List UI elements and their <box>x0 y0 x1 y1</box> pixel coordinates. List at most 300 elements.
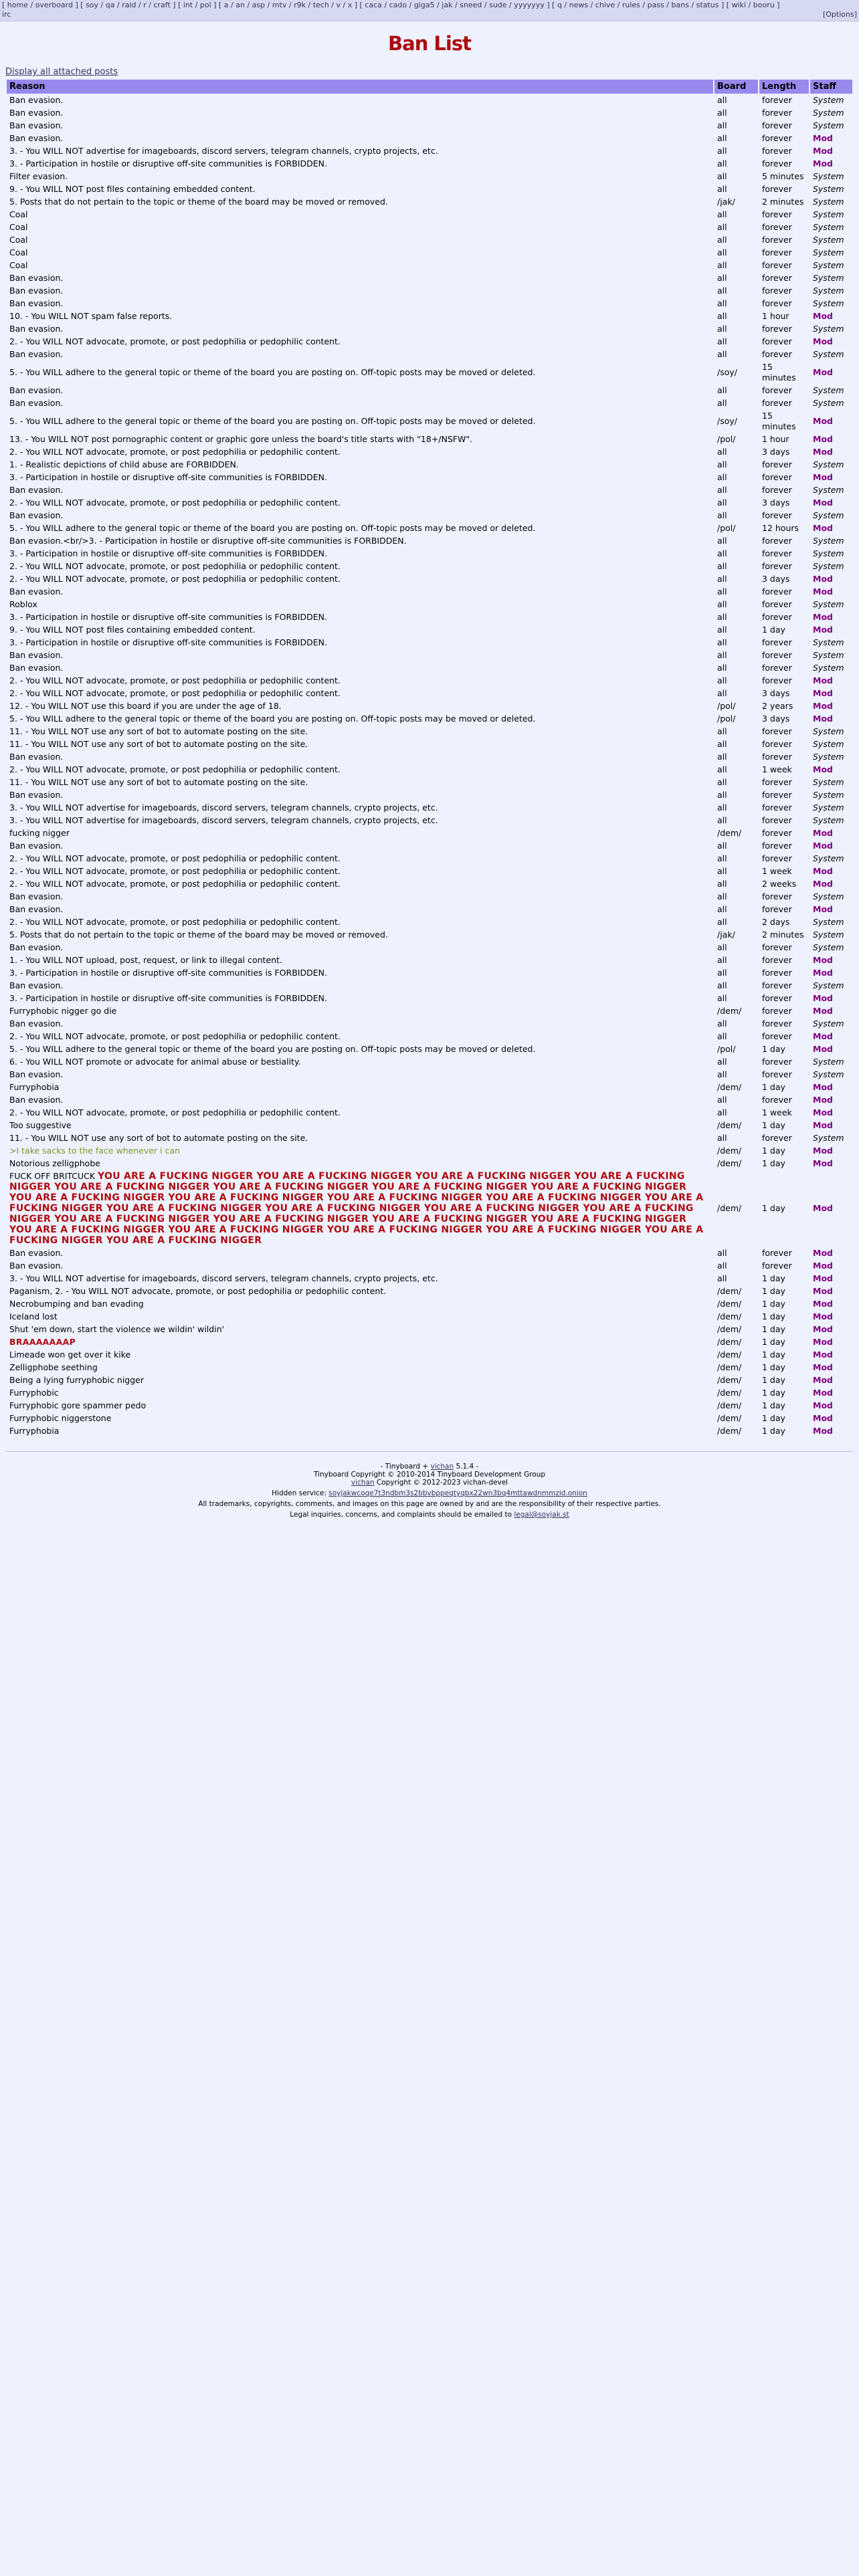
ban-reason: 3. - You WILL NOT advertise for imageboards, discord servers, telegram channels, crypto projects, etc. <box>9 146 438 156</box>
ban-board: all <box>717 866 727 876</box>
ban-board: all <box>717 222 727 232</box>
ban-board: all <box>717 510 727 520</box>
ban-length: 1 hour <box>762 434 789 444</box>
ban-length: forever <box>762 1069 792 1079</box>
nav-link-yyyyyyy[interactable]: yyyyyyy <box>514 1 545 9</box>
ban-length: forever <box>762 133 792 143</box>
ban-staff: System <box>813 548 844 558</box>
ban-board: all <box>717 1031 727 1041</box>
nav-link-r9k[interactable]: r9k <box>294 1 306 9</box>
nav-link-soy[interactable]: soy <box>86 1 99 9</box>
ban-board: all <box>717 472 727 482</box>
ban-reason: 3. - Participation in hostile or disruptive off-site communities is FORBIDDEN. <box>9 158 327 169</box>
ban-reason: 10. - You WILL NOT spam false reports. <box>9 311 173 321</box>
nav-link-home[interactable]: home <box>7 1 28 9</box>
ban-length: forever <box>762 209 792 219</box>
nav-link-cado[interactable]: cado <box>389 1 407 9</box>
ban-staff: System <box>813 891 844 901</box>
ban-row <box>7 1081 852 1093</box>
ban-staff: System <box>813 726 844 736</box>
ban-row <box>7 1056 852 1068</box>
ban-staff: Mod <box>813 1362 833 1372</box>
ban-row <box>7 1273 852 1285</box>
nav-link-asp[interactable]: asp <box>252 1 266 9</box>
ban-reason: Furryphobia <box>9 1426 60 1436</box>
ban-row <box>7 1094 852 1106</box>
ban-board: all <box>717 1095 727 1105</box>
ban-staff: System <box>813 637 844 647</box>
ban-staff: Mod <box>813 367 833 377</box>
legal-email-link[interactable]: legal@soyjak.st <box>514 1511 569 1519</box>
footer <box>0 1451 859 1519</box>
vichan-link[interactable]: vichan <box>430 1463 454 1471</box>
ban-reason: Furryphobic <box>9 1388 59 1398</box>
ban-row <box>7 624 852 636</box>
ban-length: forever <box>762 1133 792 1143</box>
ban-reason: Ban evasion. <box>9 891 64 901</box>
ban-staff: Mod <box>813 1413 833 1423</box>
ban-row <box>7 878 852 890</box>
ban-reason: Roblox <box>9 599 37 609</box>
ban-staff: Mod <box>813 1158 833 1168</box>
ban-length: forever <box>762 599 792 609</box>
ban-length: forever <box>762 247 792 257</box>
display-attached-posts[interactable] <box>5 67 859 77</box>
ban-board: all <box>717 1273 727 1283</box>
ban-staff: System <box>813 273 844 283</box>
ban-reason: 11. - You WILL NOT use any sort of bot to automate posting on the site. <box>9 739 308 749</box>
ban-staff: System <box>813 917 844 927</box>
options-link[interactable]: [Options] <box>822 10 857 19</box>
onion-link[interactable]: soyjakwcoqe7t3ndbm3s2bbvbppeqtyqbx22wn3bq4mttawdnmmzid.onion <box>328 1489 587 1497</box>
ban-row <box>7 675 852 687</box>
ban-staff: System <box>813 171 844 181</box>
nav-link-qa[interactable]: qa <box>105 1 115 9</box>
ban-board: all <box>717 752 727 762</box>
ban-staff: Mod <box>813 1006 833 1016</box>
ban-row <box>7 929 852 941</box>
ban-reason: 5. Posts that do not pertain to the topic or theme of the board may be moved or removed. <box>9 930 388 940</box>
ban-board: /dem/ <box>717 1311 742 1321</box>
ban-reason: Limeade won get over it kike <box>9 1350 131 1360</box>
ban-length: forever <box>762 802 792 813</box>
ban-reason: Ban evasion. <box>9 1248 64 1258</box>
ban-length: forever <box>762 955 792 965</box>
nav-link-rules[interactable]: rules <box>622 1 640 9</box>
ban-row <box>7 510 852 522</box>
ban-reason: 3. - Participation in hostile or disruptive off-site communities is FORBIDDEN. <box>9 472 327 482</box>
ban-row <box>7 221 852 233</box>
header-reason[interactable]: Reason <box>7 80 713 94</box>
nav-link-r[interactable]: r <box>143 1 147 9</box>
ban-staff: System <box>813 108 844 118</box>
ban-row <box>7 107 852 119</box>
ban-row <box>7 522 852 534</box>
reason-plain-part: FUCK OFF BRITCUCK <box>9 1171 98 1181</box>
ban-reason: 2. - You WILL NOT advocate, promote, or post pedophilia or pedophilic content. <box>9 879 341 889</box>
ban-reason: Ban evasion. <box>9 1018 64 1029</box>
ban-staff: Mod <box>813 498 833 508</box>
ban-staff: Mod <box>813 1248 833 1258</box>
ban-reason: 2. - You WILL NOT advocate, promote, or post pedophilia or pedophilic content. <box>9 447 341 457</box>
nav-link-booru[interactable]: booru <box>753 1 775 9</box>
ban-reason: 2. - You WILL NOT advocate, promote, or post pedophilia or pedophilic content. <box>9 574 341 584</box>
ban-staff: System <box>813 95 844 105</box>
ban-board: all <box>717 459 727 469</box>
ban-staff: System <box>813 739 844 749</box>
ban-length: forever <box>762 752 792 762</box>
ban-length: 2 minutes <box>762 197 804 207</box>
ban-row <box>7 611 852 623</box>
ban-staff: Mod <box>813 1044 833 1054</box>
ban-row <box>7 726 852 738</box>
ban-reason <box>7 1145 713 1157</box>
ban-reason: 13. - You WILL NOT post pornographic content or graphic gore unless the board's title starts with "18+/NSFW". <box>9 434 473 444</box>
ban-row <box>7 738 852 750</box>
ban-board: all <box>717 993 727 1003</box>
ban-reason: Ban evasion.<br/>3. - Participation in hostile or disruptive off-site communities is FORBIDDEN. <box>9 536 407 546</box>
ban-length: forever <box>762 1006 792 1016</box>
ban-staff: Mod <box>813 828 833 838</box>
ban-reason: Ban evasion. <box>9 1261 64 1271</box>
ban-row <box>7 1349 852 1361</box>
ban-reason: Ban evasion. <box>9 650 64 660</box>
ban-board: all <box>717 349 727 359</box>
ban-board: all <box>717 1248 727 1258</box>
ban-reason: Furryphobic gore spammer pedo <box>9 1400 147 1410</box>
ban-staff: System <box>813 510 844 520</box>
ban-staff: System <box>813 790 844 800</box>
ban-staff: Mod <box>813 1350 833 1360</box>
ban-staff: Mod <box>813 866 833 876</box>
ban-rows <box>7 94 852 1437</box>
ban-board: /soy/ <box>717 367 737 377</box>
ban-length: forever <box>762 650 792 660</box>
ban-staff: Mod <box>813 1082 833 1092</box>
ban-board: all <box>717 663 727 673</box>
ban-length: 1 day <box>762 1299 785 1309</box>
ban-reason: Coal <box>9 247 28 257</box>
ban-staff: Mod <box>813 336 833 346</box>
ban-board: all <box>717 637 727 647</box>
ban-length: 1 day <box>762 625 785 635</box>
ban-row <box>7 259 852 272</box>
ban-staff: Mod <box>813 955 833 965</box>
ban-length: 3 days <box>762 447 790 457</box>
ban-length: forever <box>762 777 792 787</box>
ban-reason: 3. - Participation in hostile or disruptive off-site communities is FORBIDDEN. <box>9 637 327 647</box>
nav-link-int[interactable]: int <box>183 1 193 9</box>
ban-row <box>7 802 852 814</box>
ban-length: 1 day <box>762 1375 785 1385</box>
ban-board: all <box>717 498 727 508</box>
ban-board: all <box>717 586 727 597</box>
ban-length: 1 day <box>762 1082 785 1092</box>
ban-reason: 3. - You WILL NOT advertise for imageboards, discord servers, telegram channels, crypto projects, etc. <box>9 1273 438 1283</box>
irc-link[interactable]: irc <box>2 10 11 19</box>
ban-length: forever <box>762 459 792 469</box>
ban-length: 1 day <box>762 1203 785 1213</box>
nav-link-news[interactable]: news <box>569 1 589 9</box>
ban-row <box>7 560 852 572</box>
nav-link-an[interactable]: an <box>235 1 245 9</box>
ban-length: forever <box>762 790 792 800</box>
ban-staff: Mod <box>813 688 833 698</box>
nav-link-sude[interactable]: sude <box>489 1 507 9</box>
ban-row <box>7 535 852 547</box>
ban-length: 1 day <box>762 1120 785 1130</box>
ban-reason: 5. - You WILL adhere to the general topic or theme of the board you are posting on. Off-topic posts may be moved or deleted. <box>9 1044 536 1054</box>
ban-staff: Mod <box>813 993 833 1003</box>
ban-row <box>7 348 852 360</box>
ban-row <box>7 484 852 496</box>
ban-row <box>7 1170 852 1247</box>
nav-link-mtv[interactable]: mtv <box>272 1 287 9</box>
ban-reason: Ban evasion. <box>9 95 64 105</box>
ban-length: forever <box>762 1248 792 1258</box>
nav-link-q[interactable]: q <box>557 1 562 9</box>
ban-length: forever <box>762 815 792 825</box>
nav-link-status[interactable]: status <box>696 1 719 9</box>
ban-length: forever <box>762 385 792 395</box>
ban-reason: 3. - Participation in hostile or disruptive off-site communities is FORBIDDEN. <box>9 612 327 622</box>
ban-board: /jak/ <box>717 197 735 207</box>
ban-staff: Mod <box>813 1375 833 1385</box>
ban-staff: System <box>813 209 844 219</box>
ban-row <box>7 158 852 170</box>
ban-staff: System <box>813 980 844 990</box>
ban-board: /dem/ <box>717 1426 742 1436</box>
ban-row <box>7 942 852 954</box>
ban-staff: Mod <box>813 586 833 597</box>
nav-link-pass[interactable]: pass <box>647 1 664 9</box>
ban-reason: Ban evasion. <box>9 752 64 762</box>
ban-length: forever <box>762 536 792 546</box>
ban-reason: Paganism, 2. - You WILL NOT advocate, promote, or post pedophilia or pedophilic content. <box>9 1286 387 1296</box>
ban-reason: 3. - Participation in hostile or disruptive off-site communities is FORBIDDEN. <box>9 548 327 558</box>
page-title: Ban List <box>388 32 471 55</box>
ban-board: all <box>717 574 727 584</box>
ban-row <box>7 1285 852 1297</box>
nav-group: [ a / an / asp / mtv / r9k / tech / v / x ] <box>218 1 358 9</box>
ban-reason: Filter evasion. <box>9 171 68 181</box>
ban-row <box>7 599 852 611</box>
ban-board: /dem/ <box>717 1120 742 1130</box>
ban-board: all <box>717 548 727 558</box>
ban-staff: System <box>813 324 844 334</box>
ban-row <box>7 234 852 246</box>
header-board[interactable]: Board <box>714 80 758 94</box>
nav-group: [ wiki / booru ] <box>726 1 780 9</box>
ban-board: all <box>717 891 727 901</box>
nav-link-raid[interactable]: raid <box>122 1 136 9</box>
ban-reason: Shut 'em down, start the violence we wildin' wildin' <box>9 1324 225 1334</box>
ban-row <box>7 1018 852 1030</box>
ban-length: forever <box>762 891 792 901</box>
ban-reason: Ban evasion. <box>9 385 64 395</box>
ban-board: all <box>717 777 727 787</box>
ban-length: 2 minutes <box>762 930 804 940</box>
ban-staff: Mod <box>813 701 833 711</box>
ban-staff: System <box>813 561 844 571</box>
ban-length: forever <box>762 120 792 130</box>
top-navigation <box>0 0 859 21</box>
ban-reason: Ban evasion. <box>9 485 64 495</box>
ban-length: 3 days <box>762 574 790 584</box>
ban-row <box>7 776 852 788</box>
ban-reason: Furryphobic nigger go die <box>9 1006 117 1016</box>
nav-link-pol[interactable]: pol <box>199 1 211 9</box>
ban-staff: Mod <box>813 1273 833 1283</box>
ban-board: all <box>717 95 727 105</box>
ban-board: all <box>717 879 727 889</box>
nav-group: [ home / overboard ] <box>2 1 78 9</box>
ban-staff: System <box>813 599 844 609</box>
ban-board: /dem/ <box>717 1299 742 1309</box>
ban-board: all <box>717 1261 727 1271</box>
ban-board: all <box>717 802 727 813</box>
ban-row <box>7 891 852 903</box>
ban-board: all <box>717 1057 727 1067</box>
ban-board: all <box>717 1133 727 1143</box>
ban-staff: Mod <box>813 1299 833 1309</box>
ban-reason: Ban evasion. <box>9 398 64 408</box>
nav-link-overboard[interactable]: overboard <box>35 1 73 9</box>
ban-staff: System <box>813 853 844 863</box>
display-attached-posts-link[interactable]: Display all attached posts <box>5 67 118 77</box>
header-staff[interactable]: Staff <box>810 80 852 94</box>
nav-link-craft[interactable]: craft <box>153 1 171 9</box>
ban-reason: Coal <box>9 260 28 270</box>
ban-reason: 9. - You WILL NOT post files containing embedded content. <box>9 184 256 194</box>
nav-link-jak[interactable]: jak <box>442 1 453 9</box>
ban-board: all <box>717 536 727 546</box>
ban-staff: System <box>813 260 844 270</box>
ban-length: 1 day <box>762 1413 785 1423</box>
ban-row <box>7 1031 852 1043</box>
ban-row <box>7 1247 852 1259</box>
ban-row <box>7 815 852 827</box>
ban-board: all <box>717 1107 727 1117</box>
ban-board: all <box>717 158 727 169</box>
ban-row <box>7 586 852 598</box>
vichan-copyright-link[interactable]: vichan <box>351 1479 375 1487</box>
ban-board: all <box>717 260 727 270</box>
ban-length: 1 day <box>762 1286 785 1296</box>
ban-length: 1 day <box>762 1273 785 1283</box>
ban-staff: System <box>813 385 844 395</box>
ban-row <box>7 1374 852 1386</box>
ban-board: all <box>717 688 727 698</box>
ban-board: /pol/ <box>717 1044 736 1054</box>
ban-reason: 5. - You WILL adhere to the general topic or theme of the board you are posting on. Off-topic posts may be moved or deleted. <box>9 714 536 724</box>
ban-row <box>7 967 852 979</box>
ban-board: all <box>717 235 727 245</box>
ban-row <box>7 992 852 1004</box>
nav-link-chive[interactable]: chive <box>595 1 615 9</box>
footer-version: - Tinyboard + vichan 5.1.4 - Tinyboard Copyright © 2010-2014 Tinyboard Development Group vichan Copyright © 2012-2023 vichan-devel <box>313 1463 546 1487</box>
nav-link-giga5[interactable]: giga5 <box>413 1 435 9</box>
ban-row <box>7 713 852 725</box>
ban-reason: 3. - You WILL NOT advertise for imageboards, discord servers, telegram channels, crypto projects, etc. <box>9 802 438 813</box>
ban-length: 1 day <box>762 1311 785 1321</box>
ban-reason: 5. - You WILL adhere to the general topic or theme of the board you are posting on. Off-topic posts may be moved or deleted. <box>9 523 536 533</box>
nav-link-bans[interactable]: bans <box>671 1 689 9</box>
ban-length: 2 years <box>762 701 793 711</box>
ban-reason: Ban evasion. <box>9 586 64 597</box>
nav-group: [ q / news / chive / rules / pass / bans / status ] <box>552 1 725 9</box>
ban-reason: 3. - Participation in hostile or disruptive off-site communities is FORBIDDEN. <box>9 993 327 1003</box>
ban-row <box>7 1400 852 1412</box>
nav-link-wiki[interactable]: wiki <box>731 1 747 9</box>
ban-board: all <box>717 841 727 851</box>
nav-link-sneed[interactable]: sneed <box>460 1 482 9</box>
ban-length: forever <box>762 336 792 346</box>
ban-board: /pol/ <box>717 714 736 724</box>
ban-board: all <box>717 726 727 736</box>
ban-staff: System <box>813 197 844 207</box>
header-length[interactable]: Length <box>759 80 809 94</box>
ban-row <box>7 840 852 852</box>
ban-reason: Ban evasion. <box>9 298 64 308</box>
nav-link-caca[interactable]: caca <box>365 1 382 9</box>
ban-staff: Mod <box>813 879 833 889</box>
ban-row <box>7 1145 852 1157</box>
nav-link-x[interactable]: x <box>347 1 353 9</box>
ban-staff: System <box>813 815 844 825</box>
ban-staff: Mod <box>813 1388 833 1398</box>
ban-length: forever <box>762 993 792 1003</box>
ban-reason: Zelligphobe seething <box>9 1362 98 1372</box>
ban-staff: System <box>813 1018 844 1029</box>
ban-staff: System <box>813 802 844 813</box>
ban-board: all <box>717 146 727 156</box>
ban-row <box>7 410 852 433</box>
ban-length: forever <box>762 235 792 245</box>
nav-link-a[interactable]: a <box>223 1 229 9</box>
ban-row <box>7 209 852 221</box>
ban-length: forever <box>762 980 792 990</box>
ban-staff: Mod <box>813 968 833 978</box>
nav-link-tech[interactable]: tech <box>312 1 329 9</box>
ban-row <box>7 548 852 560</box>
ban-length: forever <box>762 349 792 359</box>
ban-board: all <box>717 209 727 219</box>
ban-reason: 2. - You WILL NOT advocate, promote, or post pedophilia or pedophilic content. <box>9 764 341 774</box>
ban-reason: 5. Posts that do not pertain to the topic or theme of the board may be moved or removed. <box>9 197 388 207</box>
ban-length: 2 days <box>762 917 790 927</box>
ban-staff: System <box>813 485 844 495</box>
ban-length: 1 day <box>762 1400 785 1410</box>
ban-reason: fucking nigger <box>9 828 70 838</box>
ban-board: all <box>717 917 727 927</box>
ban-reason: 1. - Realistic depictions of child abuse are FORBIDDEN. <box>9 459 239 469</box>
ban-board: /dem/ <box>717 1146 742 1156</box>
ban-reason: 11. - You WILL NOT use any sort of bot to automate posting on the site. <box>9 1133 308 1143</box>
ban-board: /dem/ <box>717 1388 742 1398</box>
ban-length: 1 day <box>762 1426 785 1436</box>
nav-group: [ int / pol ] <box>178 1 217 9</box>
ban-length: forever <box>762 739 792 749</box>
ban-row <box>7 853 852 865</box>
ban-length: 2 weeks <box>762 879 797 889</box>
ban-board: /soy/ <box>717 416 737 426</box>
ban-board: all <box>717 790 727 800</box>
nav-link-v[interactable]: v <box>336 1 341 9</box>
ban-length: forever <box>762 158 792 169</box>
ban-board: /jak/ <box>717 930 735 940</box>
ban-row <box>7 700 852 712</box>
